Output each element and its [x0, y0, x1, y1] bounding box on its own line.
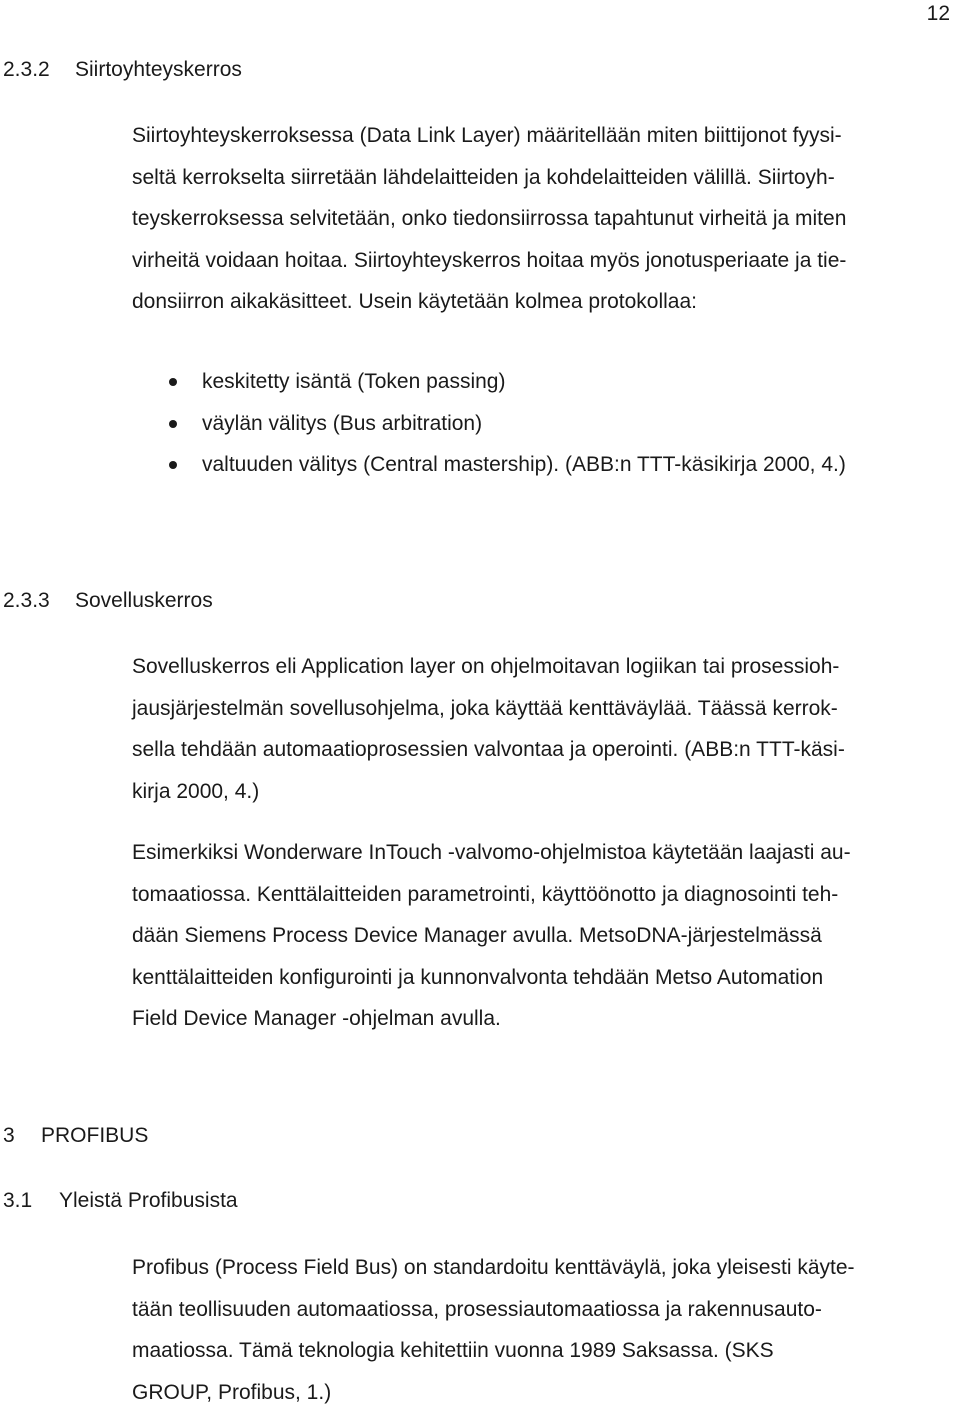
paragraph-examples: [132, 832, 952, 1040]
section-heading-2-3-3: [3, 589, 213, 613]
chapter-heading-3: [3, 1124, 148, 1148]
list-item: [160, 403, 846, 445]
section-number: 2.3.2: [3, 58, 75, 82]
section-number: 2.3.3: [3, 589, 75, 613]
section-heading-2-3-2: [3, 58, 242, 82]
bullet-icon: [169, 461, 177, 469]
section-title: Sovelluskerros: [75, 589, 213, 613]
protocol-list: [160, 361, 846, 486]
list-item: [160, 361, 846, 403]
paragraph-line: kenttälaitteiden konfigurointi ja kunnonvalvonta tehdään Metso Automation: [132, 957, 952, 999]
paragraph-line: dään Siemens Process Device Manager avulla. MetsoDNA-järjestelmässä: [132, 915, 952, 957]
paragraph-line: tomaatiossa. Kenttälaitteiden parametrointi, käyttöönotto ja diagnosointi teh-: [132, 874, 952, 916]
paragraph-line: seltä kerrokselta siirretään lähdelaitteiden ja kohdelaitteiden välillä. Siirtoyh-: [132, 157, 952, 199]
paragraph-line: Field Device Manager -ohjelman avulla.: [132, 998, 952, 1040]
paragraph-line: Sovelluskerros eli Application layer on ohjelmoitavan logiikan tai prosessioh-: [132, 646, 952, 688]
chapter-title: PROFIBUS: [41, 1124, 148, 1148]
paragraph-line: teyskerroksessa selvitetään, onko tiedonsiirrossa tapahtunut virheitä ja miten: [132, 198, 952, 240]
paragraph-line: sella tehdään automaatioprosessien valvontaa ja operointi. (ABB:n TTT-käsi-: [132, 729, 952, 771]
bullet-icon: [169, 378, 177, 386]
section-heading-3-1: [3, 1189, 238, 1213]
paragraph-line: maatiossa. Tämä teknologia kehitettiin vuonna 1989 Saksassa. (SKS: [132, 1330, 952, 1372]
list-item: [160, 444, 846, 486]
page-number: 12: [927, 2, 950, 26]
paragraph-data-link-layer: [132, 115, 952, 323]
paragraph-application-layer: [132, 646, 952, 812]
list-item-text: valtuuden välitys (Central mastership). (ABB:n TTT-käsikirja 2000, 4.): [202, 453, 846, 476]
paragraph-line: jausjärjestelmän sovellusohjelma, joka käyttää kenttäväylää. Täässä kerrok-: [132, 688, 952, 730]
section-number: 3.1: [3, 1189, 59, 1213]
section-title: Siirtoyhteyskerros: [75, 58, 242, 82]
paragraph-line: GROUP, Profibus, 1.): [132, 1372, 952, 1413]
paragraph-line: Profibus (Process Field Bus) on standardoitu kenttäväylä, joka yleisesti käyte-: [132, 1247, 952, 1289]
list-item-text: keskitetty isäntä (Token passing): [202, 370, 505, 393]
list-item-text: väylän välitys (Bus arbitration): [202, 412, 482, 435]
section-title: Yleistä Profibusista: [59, 1189, 238, 1213]
chapter-number: 3: [3, 1124, 41, 1148]
paragraph-profibus-intro: [132, 1247, 952, 1413]
paragraph-line: Siirtoyhteyskerroksessa (Data Link Layer) määritellään miten biittijonot fyysi-: [132, 115, 952, 157]
paragraph-line: kirja 2000, 4.): [132, 771, 952, 813]
bullet-icon: [169, 420, 177, 428]
paragraph-line: Esimerkiksi Wonderware InTouch -valvomo-ohjelmistoa käytetään laajasti au-: [132, 832, 952, 874]
paragraph-line: virheitä voidaan hoitaa. Siirtoyhteyskerros hoitaa myös jonotusperiaate ja tie-: [132, 240, 952, 282]
paragraph-line: tään teollisuuden automaatiossa, prosessiautomaatiossa ja rakennusauto-: [132, 1289, 952, 1331]
paragraph-line: donsiirron aikakäsitteet. Usein käytetään kolmea protokollaa:: [132, 281, 952, 323]
